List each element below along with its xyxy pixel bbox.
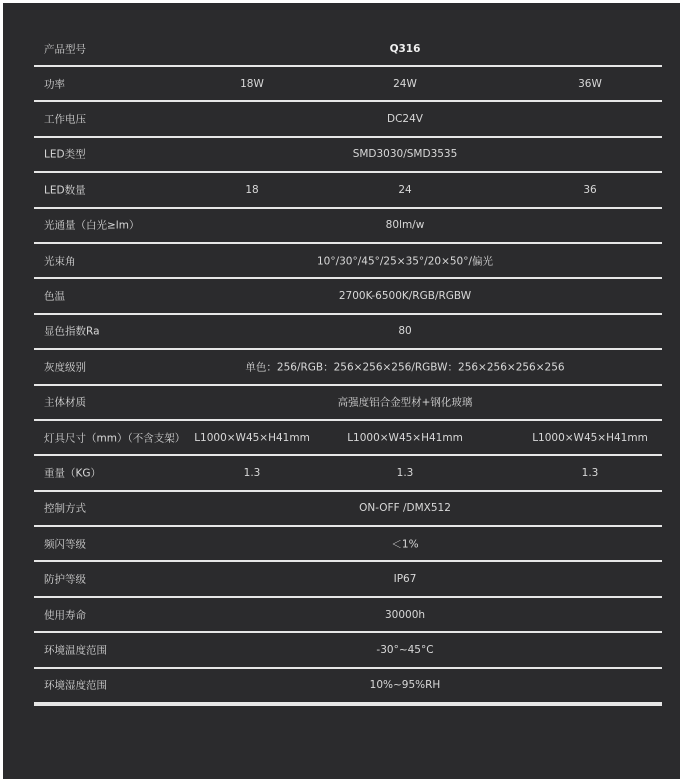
row-label: 防护等级 [44,573,86,586]
table-row-power [34,67,662,102]
row-value-1: L1000×W45×H41mm [194,431,310,444]
row-label: LED数量 [44,184,86,197]
row-value: 10°/30°/45°/25×35°/20×50°/偏光 [316,255,494,268]
table-row-ambient-humidity [34,669,662,706]
row-value: -30°~45°C [376,643,434,656]
row-value-1: 18 [245,183,259,196]
row-label: 色温 [44,290,65,303]
table-row-grayscale [34,350,662,385]
table-row-ip-rating [34,562,662,597]
spec-table [34,32,662,706]
row-value-3: L1000×W45×H41mm [532,431,648,444]
row-label: 使用寿命 [44,609,86,622]
table-row-voltage [34,102,662,137]
row-value-2: 1.3 [396,466,414,479]
row-value-1: 18W [240,77,264,90]
table-row-model [34,32,662,67]
row-value-3: 36W [578,77,602,90]
row-label: 主体材质 [44,396,86,409]
row-value-3: 1.3 [581,466,599,479]
row-label: LED类型 [44,148,86,161]
table-row-color-temp [34,279,662,314]
row-value-2: 24 [398,183,412,196]
row-label: 产品型号 [44,43,86,55]
row-label: 频闪等级 [44,538,86,551]
row-value: ON-OFF /DMX512 [359,502,451,515]
row-label: 功率 [44,78,65,91]
row-label: 重量（KG） [44,467,102,480]
row-value-2: L1000×W45×H41mm [347,431,463,444]
row-label: 光束角 [44,255,76,268]
row-value-2: 24W [393,77,417,90]
row-value: 高强度铝合金型材+钢化玻璃 [337,396,473,409]
table-row-cri [34,315,662,350]
table-row-beam-angle [34,244,662,279]
row-value: 2700K-6500K/RGB/RGBW [338,290,472,303]
row-value: 30000h [384,608,426,621]
table-row-weight [34,456,662,491]
row-label: 工作电压 [44,113,86,126]
row-value: 80lm/w [385,219,425,232]
row-value-3: 36 [583,183,597,196]
table-row-luminous-flux [34,209,662,244]
row-label: 显色指数Ra [44,325,100,338]
row-label: 光通量（白光≥lm） [44,219,140,232]
row-value: 80 [398,325,412,338]
table-row-control [34,492,662,527]
table-row-led-type [34,138,662,173]
row-label: 灰度级别 [44,361,86,374]
row-value: SMD3030/SMD3535 [352,148,458,161]
table-row-material [34,386,662,421]
row-label: 环境温度范围 [44,644,107,657]
row-value: 10%~95%RH [369,679,441,692]
table-row-lifespan [34,598,662,633]
spec-panel [3,3,680,779]
row-value: DC24V [387,113,423,126]
row-label: 环境湿度范围 [44,679,107,692]
row-label: 控制方式 [44,502,86,515]
row-value-1: 1.3 [243,466,261,479]
row-value: Q316 [389,42,421,55]
row-value: ＜1% [391,538,419,551]
table-row-dimensions [34,421,662,456]
row-value: IP67 [393,573,417,586]
table-row-led-count [34,173,662,208]
table-row-ambient-temp [34,633,662,668]
row-label: 灯具尺寸（mm）（不含支架） [44,432,186,445]
table-row-flicker [34,527,662,562]
row-value: 单色：256/RGB：256×256×256/RGBW：256×256×256×256 [245,361,565,374]
